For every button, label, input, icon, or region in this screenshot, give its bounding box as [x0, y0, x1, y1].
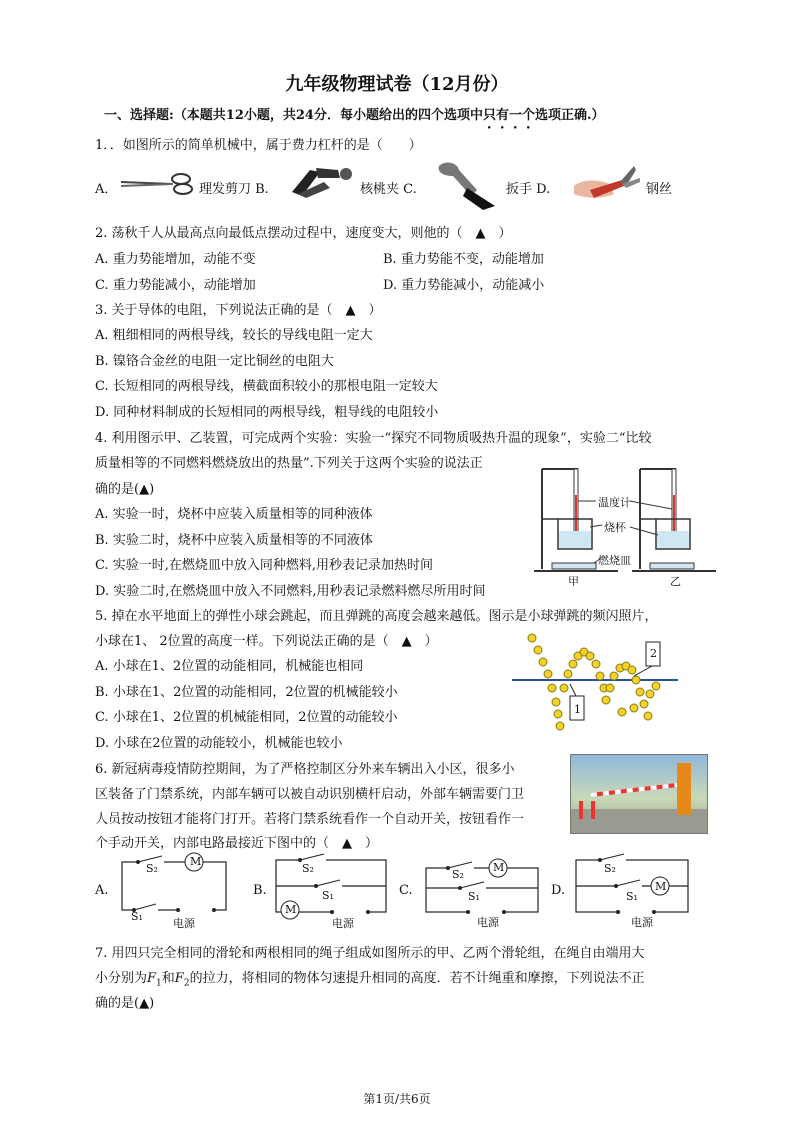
- circuit-a-power-label: 电源: [173, 917, 195, 930]
- fig-label-beaker: 烧杯: [604, 521, 626, 534]
- q3-stem: 3. 关于导体的电阻，下列说法正确的是（ ▲ ）: [95, 303, 382, 318]
- circuit-d-s2-label: S₂: [604, 862, 616, 875]
- circuit-a-s2-label: S₂: [146, 862, 158, 875]
- q7-stem-line1: 7. 用四只完全相同的滑轮和两根相同的绳子组成如图所示的甲、乙两个滑轮组，在绳自由端用大: [95, 946, 645, 961]
- q6-stem-line3: 人员按动按钮才能将门打开。若将门禁系统看作一个自动开关，按钮看作一: [95, 812, 525, 827]
- circuit-b-power-label: 电源: [332, 917, 354, 930]
- wrench-icon: [437, 160, 497, 210]
- q2-option-a: A. 重力势能增加，动能不变: [95, 252, 256, 267]
- wire-cutter-icon: [570, 160, 642, 210]
- circuit-b-s1-label: S₁: [322, 889, 334, 902]
- q4-stem-line3: 确的是(▲): [95, 482, 155, 497]
- circuit-b-s2-label: S₂: [302, 862, 314, 875]
- q2-option-b: B. 重力势能不变，动能增加: [383, 252, 544, 267]
- q4-option-c: C. 实验一时,在燃烧皿中放入同种燃料,用秒表记录加热时间: [95, 558, 434, 573]
- circuit-c-diagram: [424, 852, 544, 918]
- q4-option-d: D. 实验二时,在燃烧皿中放入不同燃料,用秒表记录燃料燃尽所用时间: [95, 584, 486, 599]
- q5-option-d: D. 小球在2位置的动能较小，机械能也较小: [95, 736, 343, 751]
- scissors-icon: [119, 172, 197, 196]
- q6-stem-line4: 个手动开关，内部电路最接近下图中的（ ▲ ）: [95, 836, 378, 851]
- circuit-d-diagram: [574, 852, 694, 918]
- circuit-d-power-label: 电源: [631, 916, 653, 929]
- q1-option-d-text: 钢丝: [646, 182, 673, 197]
- circuit-c-motor-label: M: [493, 861, 505, 874]
- q4-stem-line2: 质量相等的不同燃料燃烧放出的热量”.下列关于这两个实验的说法正: [95, 456, 483, 471]
- q6-option-a-label: A.: [95, 883, 109, 898]
- q6-stem-line1: 6. 新冠病毒疫情防控期间，为了严格控制区分外来车辆出入小区，很多小: [95, 762, 515, 777]
- nutcracker-icon: [290, 162, 354, 198]
- q6-option-d-label: D.: [551, 883, 566, 898]
- q3-option-b: B. 镍铬合金丝的电阻一定比铜丝的电阻大: [95, 354, 334, 369]
- q2-option-c: C. 重力势能减小，动能增加: [95, 278, 256, 293]
- ball-position-label-1: 1: [574, 703, 581, 716]
- q1-option-c-text: 扳手 D.: [506, 182, 551, 197]
- page-footer: 第1页/共6页: [363, 1092, 431, 1106]
- circuit-c-s2-label: S₂: [452, 868, 464, 881]
- q1-option-a-letter: A．: [95, 182, 118, 197]
- circuit-a-motor-label: M: [190, 855, 202, 868]
- gate-barrier-photo: [570, 754, 708, 834]
- q2-option-d: D. 重力势能减小，动能减小: [383, 278, 545, 293]
- q1-option-a-text: 理发剪刀 B.: [199, 182, 269, 197]
- emphasis-text: 只有一个: [482, 108, 535, 123]
- q5-option-b: B. 小球在1、2位置的动能相同，2位置的机械能较小: [95, 685, 398, 700]
- q5-stem-line2: 小球在1、 2位置的高度一样。下列说法正确的是（ ▲ ）: [95, 634, 438, 649]
- q5-option-c: C. 小球在1、2位置的机械能相同，2位置的动能较小: [95, 710, 398, 725]
- q4-option-a: A. 实验一时，烧杯中应装入质量相等的同种液体: [95, 507, 373, 522]
- q6-option-b-label: B.: [253, 883, 267, 898]
- circuit-a-diagram: [120, 852, 230, 914]
- ball-position-label-2: 2: [650, 647, 657, 660]
- q1-stem: 1．．如图所示的简单机械中，属于费力杠杆的是（ ）: [95, 138, 422, 153]
- q4-stem-line1: 4. 利用图示甲、乙装置，可完成两个实验：实验一“探究不同物质吸热升温的现象”，实验二“比较: [95, 431, 652, 446]
- q3-option-a: A. 粗细相同的两根导线，较长的导线电阻一定大: [95, 328, 373, 343]
- section-heading: 一、选择题:（本题共12小题，共24分．每小题给出的四个选项中只有一个选项正确.）: [104, 108, 605, 123]
- circuit-c-s1-label: S₁: [468, 890, 480, 903]
- q5-option-a: A. 小球在1、2位置的动能相同，机械能也相同: [95, 659, 364, 674]
- fig-label-thermometer: 温度计: [598, 496, 631, 509]
- q7-stem-line2: 小分别为$F_1$和$F_2$的拉力，将相同的物体匀速提升相同的高度．若不计绳重和摩擦，下列说法不正: [95, 971, 645, 989]
- circuit-d-s1-label: S₁: [626, 890, 638, 903]
- q6-option-c-label: C.: [399, 883, 413, 898]
- q5-stem-line1: 5. 掉在水平地面上的弹性小球会跳起，而且弹跳的高度会越来越低。图示是小球弹跳的频闪照片，: [95, 609, 658, 624]
- q7-stem-line3: 确的是(▲): [95, 996, 155, 1011]
- q4-option-b: B. 实验二时，烧杯中应装入质量相等的不同液体: [95, 533, 373, 548]
- circuit-d-motor-label: M: [655, 880, 667, 893]
- q2-stem: 2. 荡秋千人从最高点向最低点摆动过程中，速度变大，则他的（ ▲ ）: [95, 226, 512, 241]
- q3-option-d: D. 同种材料制成的长短相同的两根导线，粗导线的电阻较小: [95, 405, 439, 420]
- circuit-b-motor-label: M: [285, 903, 297, 916]
- q6-stem-line2: 区装备了门禁系统，内部车辆可以被自动识别横杆启动，外部车辆需要门卫: [95, 787, 525, 802]
- fig-label-jia: 甲: [568, 575, 579, 588]
- q3-option-c: C. 长短相同的两根导线，横截面积较小的那根电阻一定较大: [95, 379, 438, 394]
- fig-label-dish: 燃烧皿: [598, 554, 631, 567]
- page-title: 九年级物理试卷（12月份）: [285, 74, 509, 95]
- q1-option-b-text: 核桃夹 C.: [360, 182, 417, 197]
- circuit-a-s1-label: S₁: [131, 910, 143, 923]
- circuit-c-power-label: 电源: [477, 916, 499, 929]
- fig-label-yi: 乙: [670, 575, 681, 588]
